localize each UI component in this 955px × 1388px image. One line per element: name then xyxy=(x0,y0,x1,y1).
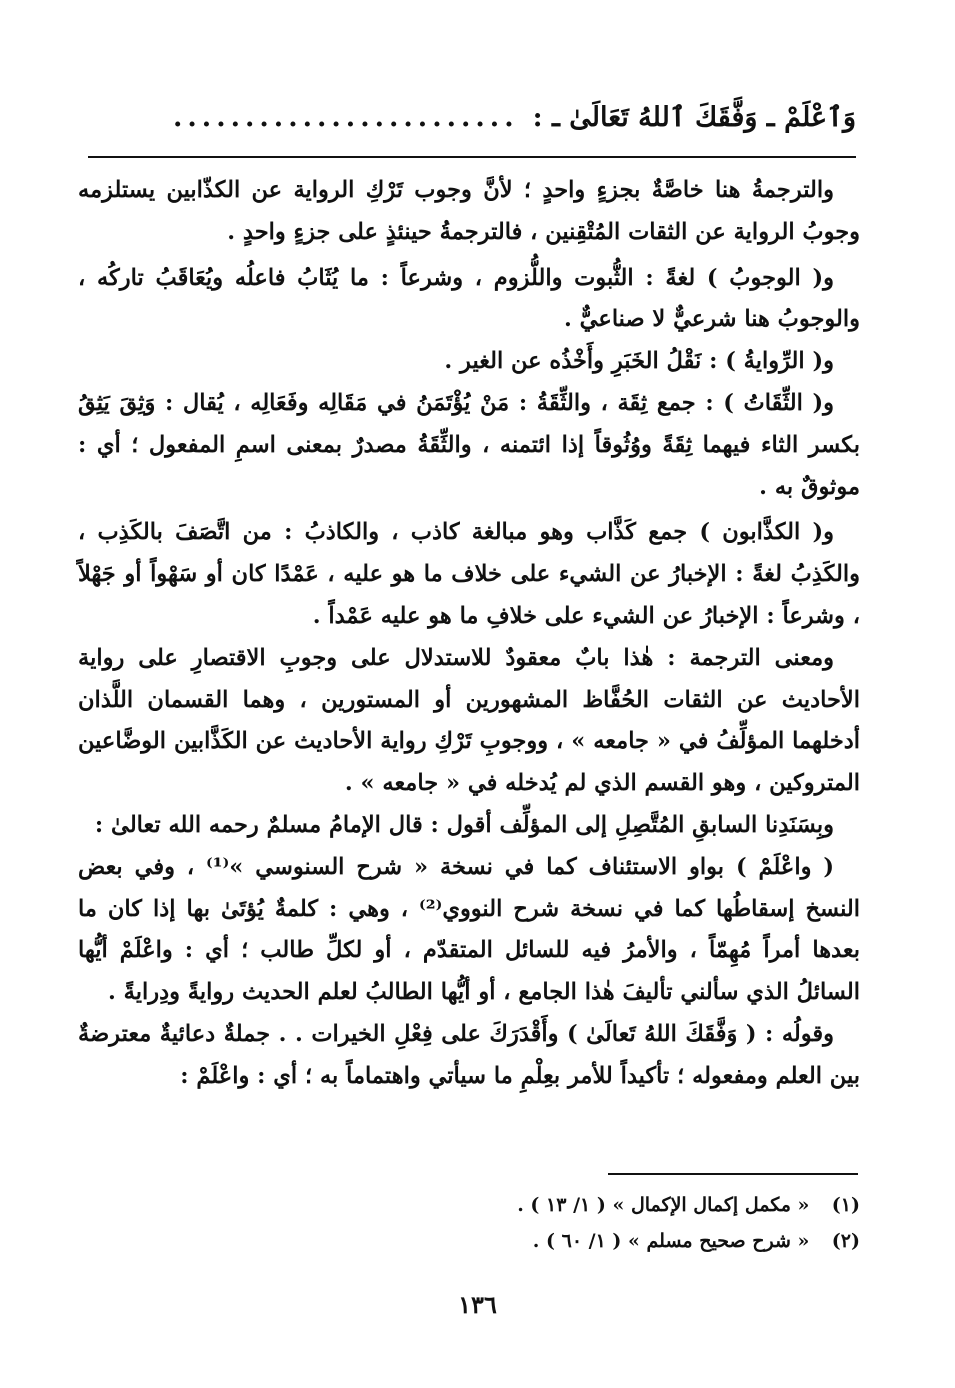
footnote-text: « مكمل إكمال الإكمال » ( ١/ ١٣ ) . xyxy=(517,1194,810,1216)
footnote-number: (٢) xyxy=(831,1230,860,1252)
paragraph-7: وبِسَنَدِنا السابقِ المُتَّصِلِ إلى المؤلِّف أقول : قال الإمامُ مسلمٌ رحمه الله تعالىٰ : xyxy=(94,811,834,838)
footnote-text: « شرح صحيح مسلم » ( ١/ ٦٠ ) . xyxy=(532,1230,810,1252)
paragraph-5: و( الكذَّابون ) جمع كَذَّاب وهو مبالغة كاذب ، والكاذبُ : من اتَّصَفَ بالكَذِب ، والكَذِبُ لغةً : الإخبارُ عن الشيء على خلاف ما هو عليه ، عَمْدًا كان أو سَهْواً أو جَهْلاً ، وشرعاً : الإخبارُ عن الشيء على خلافِ ما هو عليه عَمْداً . xyxy=(78,519,860,629)
footnote-rule xyxy=(608,1173,858,1175)
footnote-2 xyxy=(400,1223,860,1259)
paragraph-6: ومعنى الترجمة : هٰذا بابٌ معقودٌ للاستدلال على وجوبِ الاقتصارِ على رواية الأحاديث عن الثقات الحُفَّاظ المشهورين أو المستورين ، وهما القسمان اللَّذان أدخلهما المؤلِّفُ في « جامعه » ، ووجوبِ تَرْكِ رواية الأحاديث عن الكَذَّابين الوضَّاعين المتروكين ، وهو القسم الذي لم يُدخله في « جامعه » . xyxy=(78,644,860,797)
header-rule xyxy=(88,156,856,158)
running-header xyxy=(88,92,856,142)
body-text xyxy=(78,170,860,1098)
header-title: وَٱعْلَمْ ـ وَفَّقَكَ ٱللهُ تَعَالَىٰ ـ : xyxy=(532,101,856,133)
paragraph-2: و( الوجوبُ ) لغةً : الثُّبوت واللُّزوم ، وشرعاً : ما يُثَابُ فاعلُه ويُعَاقَبُ تاركُه ، والوجوبُ هنا شرعيٌّ لا صناعيٌّ . xyxy=(78,264,860,333)
footnote-number: (١) xyxy=(831,1194,860,1216)
footnotes xyxy=(400,1187,860,1259)
page-number: ١٣٦ xyxy=(458,1290,497,1319)
paragraph-9: وقولُه : ( وَفَّقَكَ اللهُ تَعالَىٰ ) وأَقْدَرَكَ على فِعْلِ الخيرات . . جملةٌ دعائيةٌ معترضةٌ بين العلم ومفعوله ؛ تأكيداً للأمر بعِلْمِ ما سيأتي واهتماماً به ؛ أي : واعْلَمْ : xyxy=(78,1020,860,1089)
paragraph-8: ( واعْلَمْ ) بواو الاستئناف كما في نسخة « شرح السنوسي »⁽¹⁾ ، وفي بعض النسخ إسقاطُها كما في نسخة شرح النووي⁽²⁾ ، وهي : كلمةٌ يُؤتَىٰ بها إذا كان ما بعدها أمراً مُهِمّاً ، والأمرُ فيه للسائل المتقدّم ، أو لكلِّ طالب ؛ أي : واعْلَمْ أيُّها السائلُ الذي سألني تأليفَ هٰذا الجامع ، أو أيُّها الطالبُ لعلم الحديث روايةً ودِرايةً . xyxy=(78,853,860,1006)
footnote-1 xyxy=(400,1187,860,1223)
paragraph-4: و( الثِّقَاتُ ) : جمع ثِقَة ، والثِّقَةُ : مَنْ يُؤْتَمَنُ في مَقَالِه وفَعَالِه ، يُقال : وَثِقَ يَثِقُ بكسر الثاء فيهما ثِقَةً ووُثُوقاً إذا ائتمنه ، والثِّقَةُ مصدرٌ بمعنى اسمِ المفعول ؛ أي : موثوقٌ به . xyxy=(78,389,860,500)
header-dots: ........................ xyxy=(173,101,519,133)
paragraph-1: والترجمةُ هنا خاصَّةٌ بجزءٍ واحدٍ ؛ لأنَّ وجوب تَرْكِ الرواية عن الكذّابين يستلزمه وجوبُ الرواية عن الثقات المُتْقِنين ، فالترجمةُ حينئذٍ على جزءٍ واحدٍ . xyxy=(78,177,860,245)
paragraph-3: و( الرِّوايةُ ) : نَقْلُ الخَبَرِ وأَخْذُه عن الغير . xyxy=(444,348,834,375)
